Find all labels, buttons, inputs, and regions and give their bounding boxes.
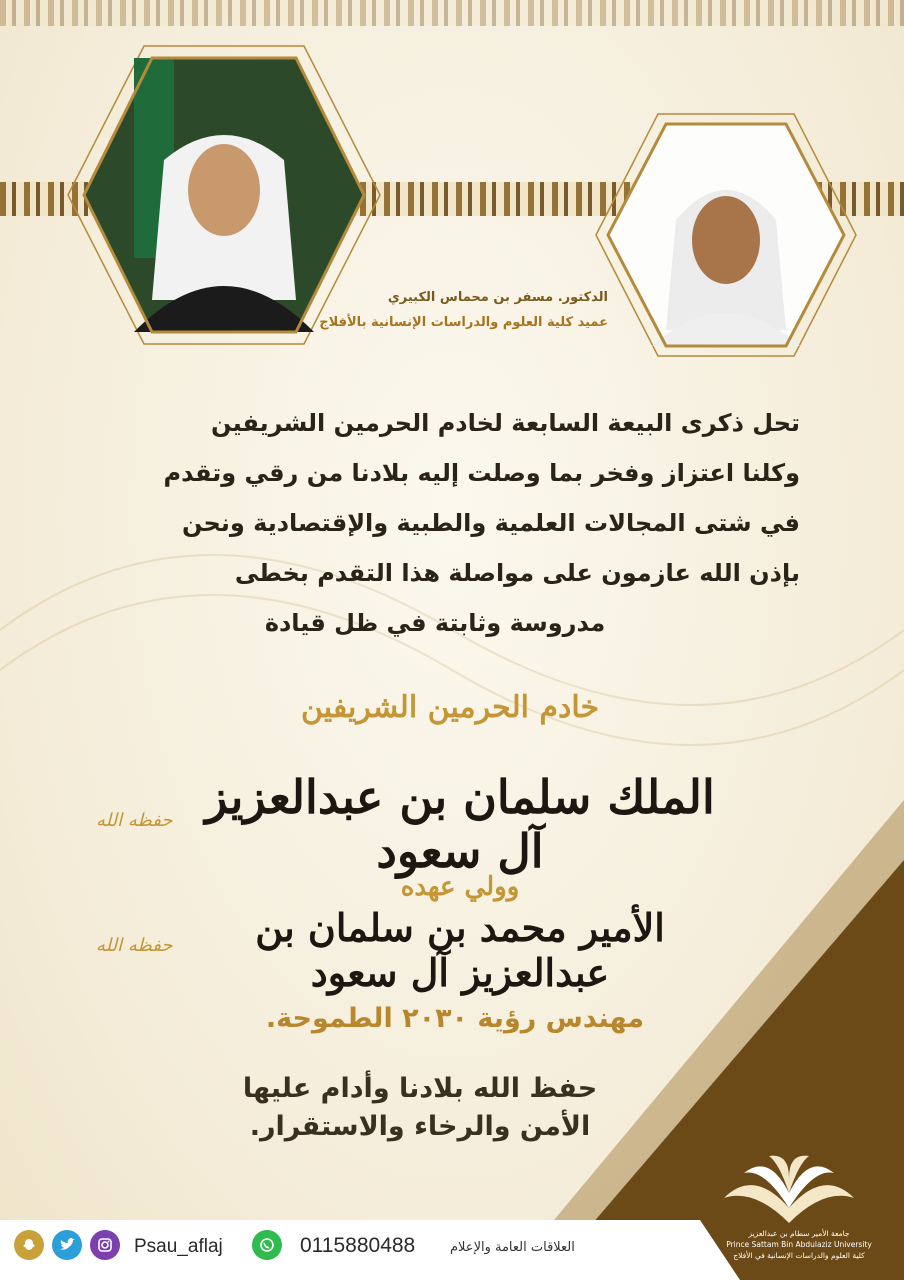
dean-position: عميد كلية العلوم والدراسات الإنسانية بالأفلاج (319, 315, 608, 330)
social-handle[interactable]: Psau_aflaj (134, 1236, 223, 1257)
university-name-ar: جامعة الأمير سطام بن عبدالعزيز (748, 1229, 850, 1238)
department-name: العلاقات العامة والإعلام (450, 1240, 575, 1255)
prayer-line: الأمن والرخاء والاستقرار. (249, 1111, 591, 1142)
message-line: وكلنا اعتزاز وفخر بما وصلت إليه بلادنا من رقي وتقدم (163, 459, 800, 487)
dean-name: الدكتور. مسفر بن محماس الكبيري (387, 290, 608, 305)
university-logo-icon (714, 1148, 864, 1228)
top-pattern-band (0, 0, 904, 26)
vision-line: مهندس رؤية ٢٠٣٠ الطموحة. (265, 1003, 645, 1034)
message-line: تحل ذكرى البيعة السابعة لخادم الحرمين الشريفين (211, 409, 800, 437)
dean-portrait (592, 110, 860, 360)
crown-prince-name: الأمير محمد بن سلمان بن عبدالعزيز آل سعود (255, 905, 665, 995)
message-line: بإذن الله عازمون على مواصلة هذا التقدم بخطى (234, 559, 800, 587)
king-portrait (64, 40, 384, 350)
university-name-en: Prince Sattam Bin Abdulaziz University (726, 1240, 872, 1249)
prayer-line: حفظ الله بلادنا وأدام عليها (242, 1073, 598, 1104)
king-blessing: حفظه الله (96, 810, 173, 831)
message-line: في شتى المجالات العلمية والطبية والإقتصادية ونحن (181, 509, 800, 537)
snapchat-icon[interactable] (14, 1230, 44, 1260)
message-line: مدروسة وثابتة في ظل قيادة (264, 609, 606, 637)
king-title: خادم الحرمين الشريفين (300, 690, 600, 725)
crown-prince-title: وولي عهده (400, 872, 520, 902)
phone-number[interactable]: 0115880488 (300, 1234, 416, 1257)
university-name (724, 1228, 874, 1261)
college-name: كلية العلوم والدراسات الإنسانية في الأفلاج (733, 1251, 865, 1260)
king-name: الملك سلمان بن عبدالعزيز آل سعود (205, 770, 715, 878)
whatsapp-icon[interactable] (252, 1230, 282, 1260)
twitter-icon[interactable] (52, 1230, 82, 1260)
prince-blessing: حفظه الله (96, 935, 173, 956)
anniversary-message (70, 398, 800, 648)
instagram-icon[interactable] (90, 1230, 120, 1260)
